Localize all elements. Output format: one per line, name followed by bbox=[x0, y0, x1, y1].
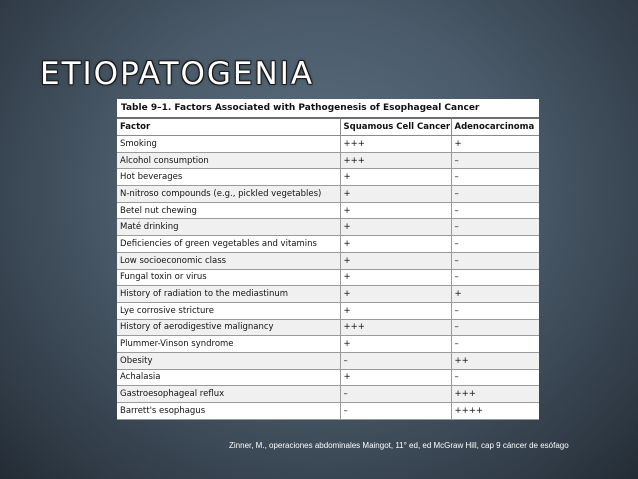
cell-adenocarcinoma: – bbox=[451, 219, 539, 236]
table-row bbox=[117, 202, 539, 219]
cell-factor: Plummer-Vinson syndrome bbox=[117, 336, 340, 353]
cell-squamous: + bbox=[340, 286, 451, 303]
cell-adenocarcinoma: ++ bbox=[451, 352, 539, 369]
cell-squamous: + bbox=[340, 202, 451, 219]
factors-table-card bbox=[117, 99, 539, 420]
cell-factor: History of aerodigestive malignancy bbox=[117, 319, 340, 336]
cell-adenocarcinoma: – bbox=[451, 336, 539, 353]
cell-adenocarcinoma: + bbox=[451, 286, 539, 303]
cell-adenocarcinoma: – bbox=[451, 236, 539, 253]
table-row bbox=[117, 186, 539, 203]
table-row bbox=[117, 252, 539, 269]
table-row bbox=[117, 319, 539, 336]
table-row bbox=[117, 169, 539, 186]
cell-squamous: + bbox=[340, 219, 451, 236]
table-row bbox=[117, 286, 539, 303]
cell-adenocarcinoma: – bbox=[451, 252, 539, 269]
cell-factor: Fungal toxin or virus bbox=[117, 269, 340, 286]
cell-adenocarcinoma: – bbox=[451, 302, 539, 319]
factors-table bbox=[117, 119, 539, 420]
cell-adenocarcinoma: – bbox=[451, 186, 539, 203]
cell-adenocarcinoma: +++ bbox=[451, 386, 539, 403]
cell-squamous: +++ bbox=[340, 319, 451, 336]
table-header-row bbox=[117, 119, 539, 136]
table-row bbox=[117, 403, 539, 420]
cell-squamous: + bbox=[340, 369, 451, 386]
cell-factor: N-nitroso compounds (e.g., pickled vegetables) bbox=[117, 186, 340, 203]
cell-factor: Low socioeconomic class bbox=[117, 252, 340, 269]
cell-squamous: – bbox=[340, 386, 451, 403]
cell-adenocarcinoma: – bbox=[451, 152, 539, 169]
cell-squamous: + bbox=[340, 252, 451, 269]
header-factor: Factor bbox=[117, 119, 340, 136]
cell-squamous: + bbox=[340, 186, 451, 203]
table-row bbox=[117, 136, 539, 153]
cell-squamous: + bbox=[340, 169, 451, 186]
cell-adenocarcinoma: + bbox=[451, 136, 539, 153]
cell-adenocarcinoma: – bbox=[451, 269, 539, 286]
table-body bbox=[117, 136, 539, 420]
table-row bbox=[117, 369, 539, 386]
table-row bbox=[117, 236, 539, 253]
table-caption: Table 9–1. Factors Associated with Pathogenesis of Esophageal Cancer bbox=[117, 99, 539, 119]
cell-factor: History of radiation to the mediastinum bbox=[117, 286, 340, 303]
citation-text: Zinner, M., operaciones abdominales Maingot, 11° ed, ed McGraw Hill, cap 9 cáncer de esófago bbox=[229, 441, 569, 450]
cell-factor: Betel nut chewing bbox=[117, 202, 340, 219]
cell-squamous: + bbox=[340, 269, 451, 286]
cell-adenocarcinoma: – bbox=[451, 169, 539, 186]
header-adenocarcinoma: Adenocarcinoma bbox=[451, 119, 539, 136]
table-row bbox=[117, 336, 539, 353]
cell-factor: Smoking bbox=[117, 136, 340, 153]
table-row bbox=[117, 269, 539, 286]
cell-factor: Maté drinking bbox=[117, 219, 340, 236]
slide-title: ETIOPATOGENIA bbox=[40, 56, 315, 92]
cell-factor: Alcohol consumption bbox=[117, 152, 340, 169]
table-row bbox=[117, 219, 539, 236]
table-row bbox=[117, 302, 539, 319]
cell-squamous: – bbox=[340, 352, 451, 369]
table-row bbox=[117, 152, 539, 169]
cell-squamous: + bbox=[340, 302, 451, 319]
table-row bbox=[117, 386, 539, 403]
cell-factor: Gastroesophageal reflux bbox=[117, 386, 340, 403]
cell-factor: Obesity bbox=[117, 352, 340, 369]
cell-adenocarcinoma: – bbox=[451, 319, 539, 336]
cell-adenocarcinoma: – bbox=[451, 202, 539, 219]
cell-squamous: + bbox=[340, 236, 451, 253]
cell-adenocarcinoma: ++++ bbox=[451, 403, 539, 420]
cell-squamous: – bbox=[340, 403, 451, 420]
cell-factor: Hot beverages bbox=[117, 169, 340, 186]
header-squamous: Squamous Cell Cancer bbox=[340, 119, 451, 136]
cell-factor: Deficiencies of green vegetables and vitamins bbox=[117, 236, 340, 253]
cell-factor: Lye corrosive stricture bbox=[117, 302, 340, 319]
cell-factor: Barrett's esophagus bbox=[117, 403, 340, 420]
table-row bbox=[117, 352, 539, 369]
cell-adenocarcinoma: – bbox=[451, 369, 539, 386]
cell-squamous: +++ bbox=[340, 152, 451, 169]
cell-squamous: + bbox=[340, 336, 451, 353]
cell-factor: Achalasia bbox=[117, 369, 340, 386]
cell-squamous: +++ bbox=[340, 136, 451, 153]
